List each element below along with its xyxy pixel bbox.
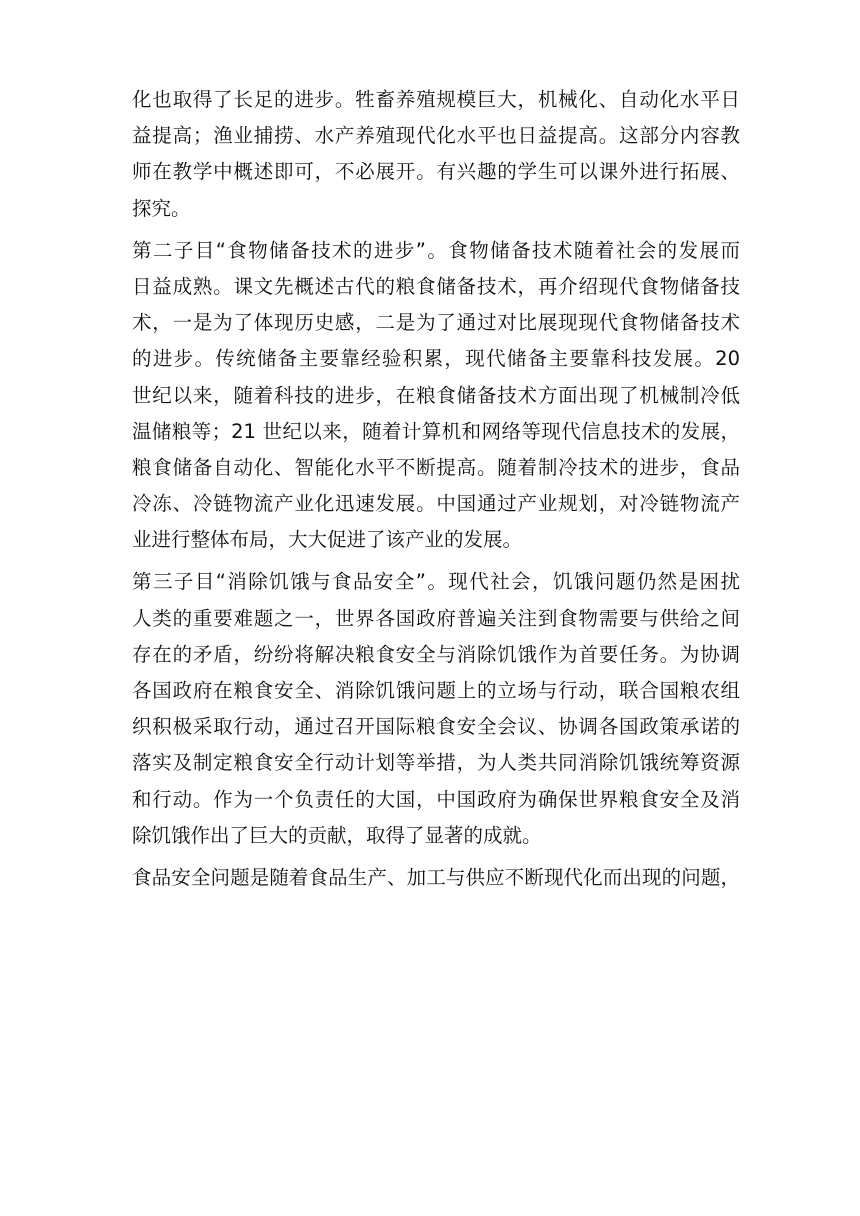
body-text xyxy=(132,82,740,896)
text-line: 温储粮等；21 世纪以来，随着计算机和网络等现代信息技术的发展， xyxy=(132,419,740,443)
text-line: 术，一是为了体现历史感，二是为了通过对比展现现代食物储备技术 xyxy=(132,311,740,335)
text-line: 织积极采取行动，通过召开国际粮食安全会议、协调各国政策承诺的 xyxy=(132,715,740,739)
text-line: 第二子目“食物储备技术的进步”。食物储备技术随着社会的发展而 xyxy=(132,238,740,262)
text-line: 第三子目“消除饥饿与食品安全”。现代社会，饥饿问题仍然是困扰 xyxy=(132,570,740,594)
text-line: 探究。 xyxy=(132,196,191,220)
text-line: 益提高；渔业捕捞、水产养殖现代化水平也日益提高。这部分内容教 xyxy=(132,124,740,148)
text-line: 存在的矛盾，纷纷将解决粮食安全与消除饥饿作为首要任务。为协调 xyxy=(132,642,740,666)
text-line: 食品安全问题是随着食品生产、加工与供应不断现代化而出现的问题， xyxy=(132,865,740,889)
text-line: 冷冻、冷链物流产业化迅速发展。中国通过产业规划，对冷链物流产 xyxy=(132,492,740,516)
text-line: 各国政府在粮食安全、消除饥饿问题上的立场与行动，联合国粮农组 xyxy=(132,679,740,702)
text-line: 的进步。传统储备主要靠经验积累，现代储备主要靠科技发展。20 xyxy=(132,347,740,371)
text-line: 世纪以来，随着科技的进步，在粮食储备技术方面出现了机械制冷低 xyxy=(132,383,740,407)
text-line: 日益成熟。课文先概述古代的粮食储备技术，再介绍现代食物储备技 xyxy=(132,274,740,298)
text-line: 业进行整体布局，大大促进了该产业的发展。 xyxy=(132,528,523,552)
text-line: 和行动。作为一个负责任的大国，中国政府为确保世界粮食安全及消 xyxy=(132,787,740,811)
text-line: 除饥饿作出了巨大的贡献，取得了显著的成就。 xyxy=(132,823,542,847)
text-line: 人类的重要难题之一，世界各国政府普遍关注到食物需要与供给之间 xyxy=(132,606,740,630)
text-line: 化也取得了长足的进步。牲畜养殖规模巨大，机械化、自动化水平日 xyxy=(132,88,740,111)
text-line: 落实及制定粮食安全行动计划等举措，为人类共同消除饥饿统筹资源 xyxy=(132,751,740,775)
text-line: 粮食储备自动化、智能化水平不断提高。随着制冷技术的进步，食品 xyxy=(132,455,740,479)
text-line: 师在教学中概述即可，不必展开。有兴趣的学生可以课外进行拓展、 xyxy=(132,160,740,184)
